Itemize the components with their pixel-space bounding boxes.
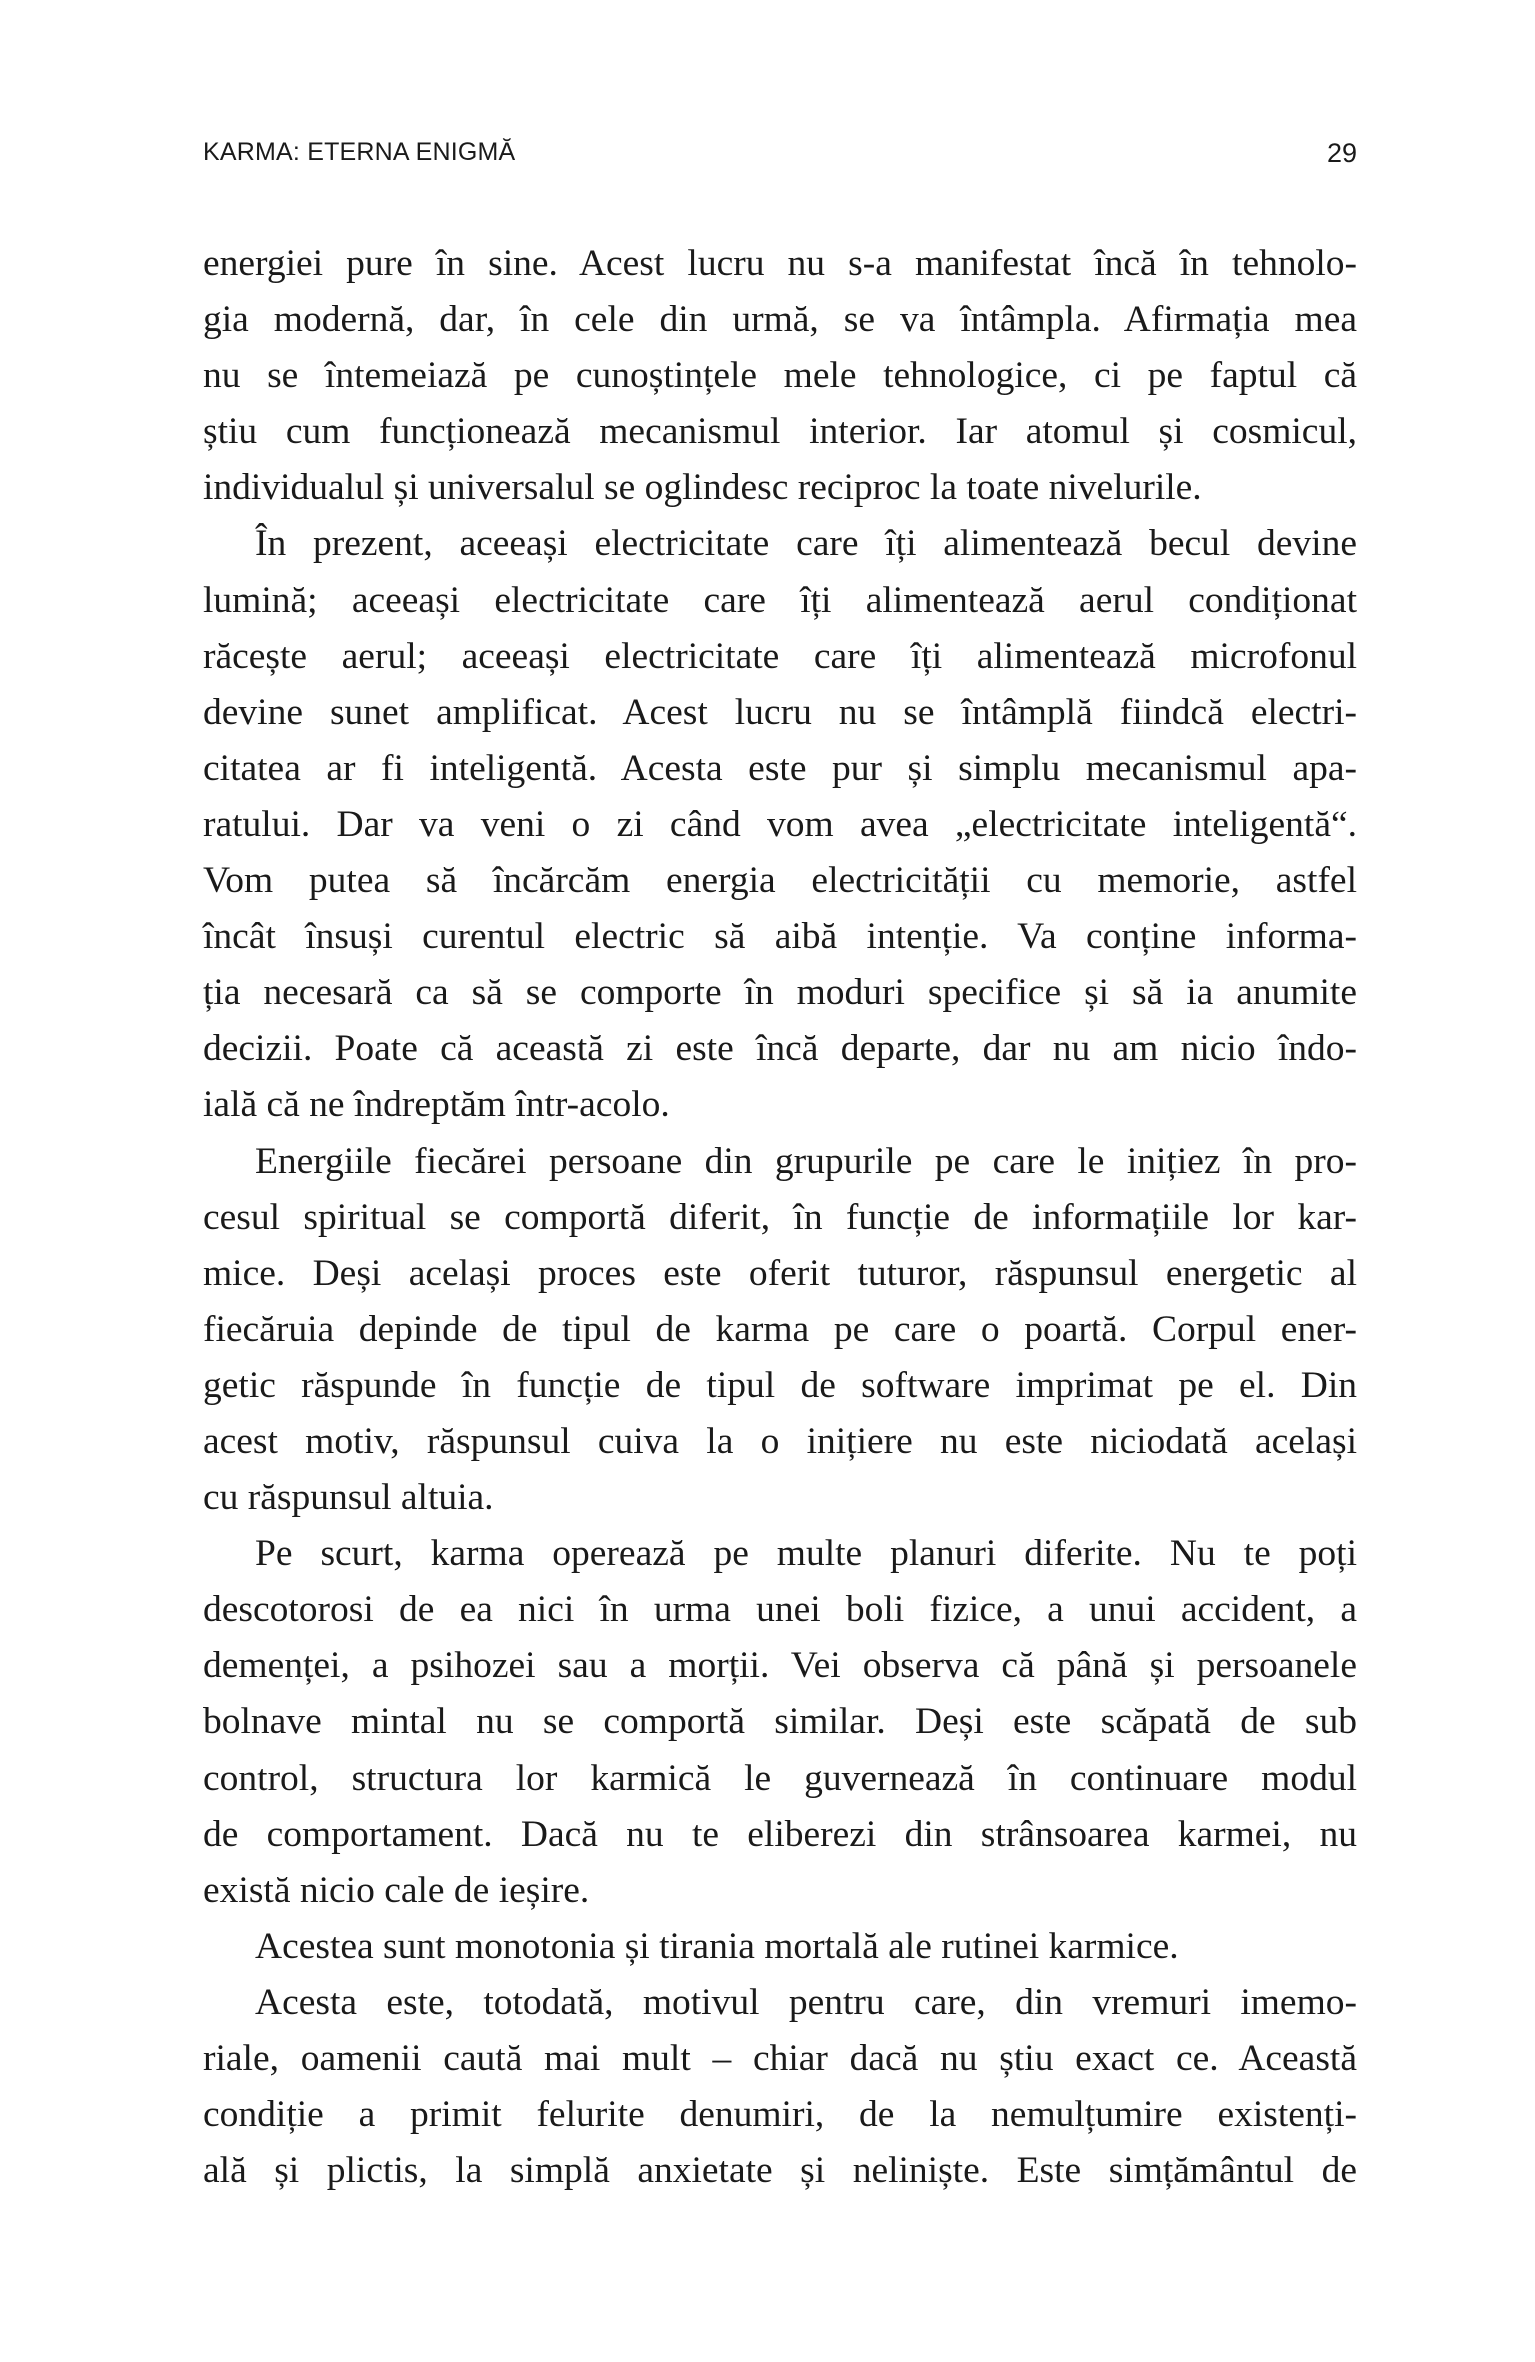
text-line: ția necesară ca să se comporte în moduri specifice și să ia anumite [203,972,1357,1014]
text-line: Vom putea să încărcăm energia electricității cu memorie, astfel [203,860,1357,902]
text-line: În prezent, aceeași electricitate care îți alimentează becul devine [255,523,1357,565]
paragraph [203,1134,1357,1527]
paragraph [203,1919,1357,1975]
text-line: riale, oamenii caută mai mult – chiar dacă nu știu exact ce. Această [203,2038,1357,2079]
paragraph [203,1526,1357,1919]
text-line: lumină; aceeași electricitate care îți alimentează aerul condiționat [203,579,1357,621]
text-line: condiție a primit felurite denumiri, de la nemulțumire existenți- [203,2094,1357,2136]
paragraph [203,1975,1357,2199]
text-line: descotorosi de ea nici în urma unei boli fizice, a unui accident, a [203,1589,1357,1631]
text-line: acest motiv, răspunsul cuiva la o inițiere nu este niciodată același [203,1420,1357,1462]
text-line: individualul și universalul se oglindesc reciproc la toate nivelurile. [203,467,1202,509]
text-line: mice. Deși același proces este oferit tuturor, răspunsul energetic al [203,1252,1357,1294]
text-line: există nicio cale de ieșire. [203,1869,590,1911]
text-line: devine sunet amplificat. Acest lucru nu se întâmplă fiindcă electri- [203,691,1357,733]
text-line: energiei pure în sine. Acest lucru nu s-a manifestat încă în tehnolo- [203,243,1357,284]
text-line: răcește aerul; aceeași electricitate care îți alimentează microfonul [203,635,1357,677]
text-line: Acestea sunt monotonia și tirania mortală ale rutinei karmice. [255,1925,1179,1967]
text-line: getic răspunde în funcție de tipul de software imprimat pe el. Din [203,1364,1357,1406]
text-line: bolnave mintal nu se comportă similar. Deși este scăpată de sub [203,1701,1357,1743]
text-line: încât însuși curentul electric să aibă intenție. Va conține informa- [203,916,1357,958]
running-head-title: KARMA: ETERNA ENIGMĂ [203,138,516,166]
body-text [203,236,1357,2199]
text-line: demenței, a psihozei sau a morții. Vei observa că până și persoanele [203,1645,1357,1687]
text-line: ală și plictis, la simplă anxietate și neliniște. Este simțământul de [203,2150,1357,2192]
text-line: ială că ne îndreptăm într-acolo. [203,1084,670,1126]
text-line: Acesta este, totodată, motivul pentru care, din vremuri imemo- [255,1981,1357,2023]
text-line: gia modernă, dar, în cele din urmă, se va întâmpla. Afirmația mea [203,299,1357,341]
text-line: cesul spiritual se comportă diferit, în funcție de informațiile lor kar- [203,1196,1357,1238]
page-number: 29 [1326,138,1357,168]
text-line: fiecăruia depinde de tipul de karma pe care o poartă. Corpul ener- [203,1308,1357,1350]
text-line: știu cum funcționează mecanismul interior. Iar atomul și cosmicul, [203,411,1357,453]
text-line: Energiile fiecărei persoane din grupurile pe care le inițiez în pro- [255,1140,1357,1182]
text-line: Pe scurt, karma operează pe multe planuri diferite. Nu te poți [255,1533,1357,1575]
text-line: cu răspunsul altuia. [203,1477,494,1519]
text-line: control, structura lor karmică le guvernează în continuare modul [203,1757,1357,1799]
paragraph [203,516,1357,1133]
text-line: ratului. Dar va veni o zi când vom avea „electricitate inteligentă“. [203,803,1357,845]
text-line: citatea ar fi inteligentă. Acesta este pur și simplu mecanismul apa- [203,747,1357,789]
text-line: decizii. Poate că această zi este încă departe, dar nu am nicio îndo- [203,1028,1357,1070]
text-line: nu se întemeiază pe cunoștințele mele tehnologice, ci pe faptul că [203,355,1357,397]
text-line: de comportament. Dacă nu te eliberezi din strânsoarea karmei, nu [203,1813,1357,1855]
paragraph [203,236,1357,516]
